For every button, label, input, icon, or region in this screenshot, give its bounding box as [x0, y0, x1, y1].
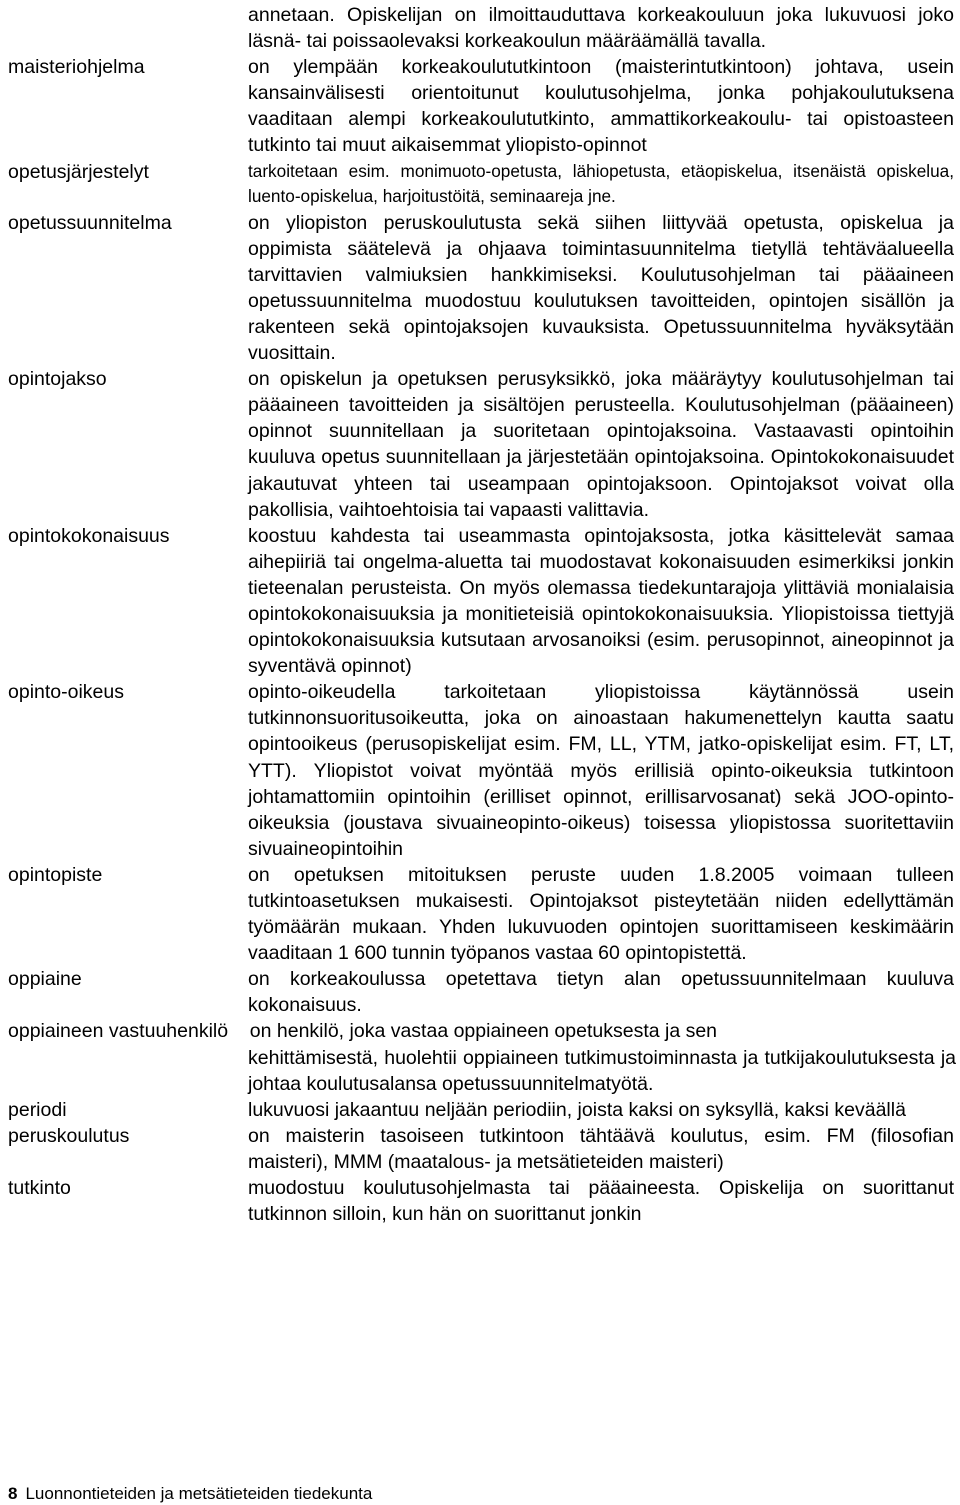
glossary-entry-oppiaine — [8, 966, 956, 1018]
glossary-term: tutkinto — [8, 1177, 71, 1200]
glossary-entry-opinto-oikeus — [8, 679, 956, 862]
glossary-entry-continuation — [8, 2, 956, 54]
glossary-term: opetussuunnitelma — [8, 211, 172, 234]
glossary-term: oppiaine — [8, 968, 82, 991]
glossary-definition: on korkeakoulussa opetettava tietyn alan opetussuunnitelmaan kuuluva kokonaisuus. — [248, 968, 954, 1017]
glossary-definition: tarkoitetaan esim. monimuoto-opetusta, lähiopetusta, etäopiskelua, itsenäistä opiskelua, luento-opiskelua, harjoitustöitä, seminaareja jne. — [248, 160, 954, 207]
glossary-definition: annetaan. Opiskelijan on ilmoittauduttava korkeakouluun joka lukuvuosi joko läsnä- tai poissaolevaksi korkeakoulun määräämällä tavalla. — [248, 4, 954, 53]
glossary-entry-opetussuunnitelma — [8, 210, 956, 367]
glossary-entry-periodi — [8, 1097, 956, 1123]
glossary-term: oppiaineen vastuuhenkilö — [8, 1020, 229, 1043]
glossary-term: opintojakso — [8, 368, 107, 391]
glossary-entry-opetusjarjestelyt — [8, 159, 956, 210]
glossary-entry-maisteriohjelma — [8, 54, 956, 158]
glossary-term: maisteriohjelma — [8, 56, 145, 79]
glossary-definition: on yliopiston peruskoulutusta sekä siihen liittyvää opetusta, opiskelua ja oppimista säätelevä ja ohjaava toimintasuunnitelma tietyllä tehtäväalueella tarvittavien valmiuksien hankkimiseksi. Koulutusohjelman tai pääaineen opetussuunnitelma muodostuu koulutuksen tavoitteiden, opintojen sisällön ja rakenteen sekä opintojaksojen kuvauksista. Opetussuunnitelma hyväksytään vuosittain. — [248, 211, 954, 365]
glossary-entry-peruskoulutus — [8, 1123, 956, 1175]
glossary-term: opintopiste — [8, 863, 103, 886]
glossary-definition: on opetuksen mitoituksen peruste uuden 1.8.2005 voimaan tulleen tutkintoasetuksen mukaisesti. Opintojaksot pisteytetään niiden edellyttämän työmäärän mukaan. Yhden lukuvuoden opintojen suorittamiseen keskimäärin vaaditaan 1 600 tunnin työpanos vastaa 60 opintopistettä. — [248, 863, 954, 965]
glossary-entry-tutkinto — [8, 1175, 956, 1227]
page-number: 8 — [8, 1484, 18, 1503]
glossary-definition: lukuvuosi jakaantuu neljään periodiin, joista kaksi on syksyllä, kaksi keväällä — [248, 1098, 906, 1121]
glossary-definition: muodostuu koulutusohjelmasta tai pääaineesta. Opiskelija on suorittanut tutkinnon silloin, kun hän on suorittanut jonkin — [248, 1177, 954, 1226]
glossary-term: periodi — [8, 1098, 67, 1121]
glossary-definition-continuation: kehittämisestä, huolehtii oppiaineen tutkimustoiminnasta ja tutkijakoulutuksesta ja johtaa koulutusalansa opetussuunnitelmatyötä. — [248, 1046, 956, 1095]
glossary-term: opetusjärjestelyt — [8, 160, 149, 183]
glossary-term: opintokokonaisuus — [8, 524, 170, 547]
glossary-definition-first-line: on henkilö, joka vastaa oppiaineen opetuksesta ja sen — [249, 1020, 718, 1043]
glossary — [8, 2, 956, 1227]
glossary-entry-opintokokonaisuus — [8, 523, 956, 680]
glossary-entry-opintopiste — [8, 862, 956, 966]
glossary-definition: koostuu kahdesta tai useammasta opintojaksosta, jotka käsittelevät samaa aihepiiriä tai ongelma-aluetta tai muodostavat kokonaisuuden esimerkiksi jonkin tieteenalan perusteista. On myös olemassa tiedekuntarajoja ylittäviä monialaisia opintokokonaisuuksia ja monitieteisiä opintokokonaisuuksia. Yliopistoissa tiettyjä opintokokonaisuuksia kutsutaan arvosanoiksi (esim. perusopinnot, aineopinnot ja syventävä opinnot) — [248, 524, 954, 678]
glossary-entry-opintojakso — [8, 366, 956, 523]
glossary-term: opinto-oikeus — [8, 681, 124, 704]
glossary-entry-oppiaineen-vastuuhenkilo — [8, 1018, 956, 1096]
glossary-definition: opinto-oikeudella tarkoitetaan yliopistoissa käytännössä usein tutkinnonsuoritusoikeutta, joka on ainoastaan hakumenettelyn kautta saatu opintooikeus (perusopiskelijat esim. FM, LL, YTM, jatko-opiskelijat esim. FT, LT, YTT). Yliopistot voivat myöntää myös erillisiä opinto-oikeuksia tutkintoon johtamattomiin opintoihin (erilliset opinnot, erillisarvosanat) sekä JOO-opinto- oikeuksia (joustava sivuaineopinto-oikeus) toisessa yliopistossa suoritettaviin sivuaineopintoihin — [248, 681, 954, 860]
page-footer — [8, 1483, 372, 1505]
glossary-definition: on maisterin tasoiseen tutkintoon tähtäävä koulutus, esim. FM (filosofian maisteri), MMM (maatalous- ja metsätieteiden maisteri) — [248, 1124, 954, 1173]
glossary-definition: on opiskelun ja opetuksen perusyksikkö, joka määräytyy koulutusohjelman tai pääaineen tavoitteiden ja sisältöjen perusteella. Koulutusohjelman (pääaineen) opinnot suunnitellaan ja suoritetaan opintojaksoina. Vastaavasti opintoihin kuuluva opetus suunnitellaan ja järjestetään opintojaksoina. Opintokokonaisuudet jakautuvat yhteen tai useampaan opintojaksoon. Opintojaksot voivat olla pakollisia, vaihtoehtoisia tai vapaasti valittavia. — [248, 368, 954, 521]
glossary-definition: on ylempään korkeakoulututkintoon (maisterintutkintoon) johtava, usein kansainvälisesti orientoitunut koulutusohjelma, jonka pohjakoulutuksena vaaditaan alempi korkeakoulututkinto, ammattikorkeakoulu- tai opistoasteen tutkinto tai muut aikaisemmat yliopisto-opinnot — [248, 56, 954, 157]
glossary-term: peruskoulutus — [8, 1124, 130, 1147]
faculty-name: Luonnontieteiden ja metsätieteiden tiedekunta — [25, 1484, 373, 1503]
